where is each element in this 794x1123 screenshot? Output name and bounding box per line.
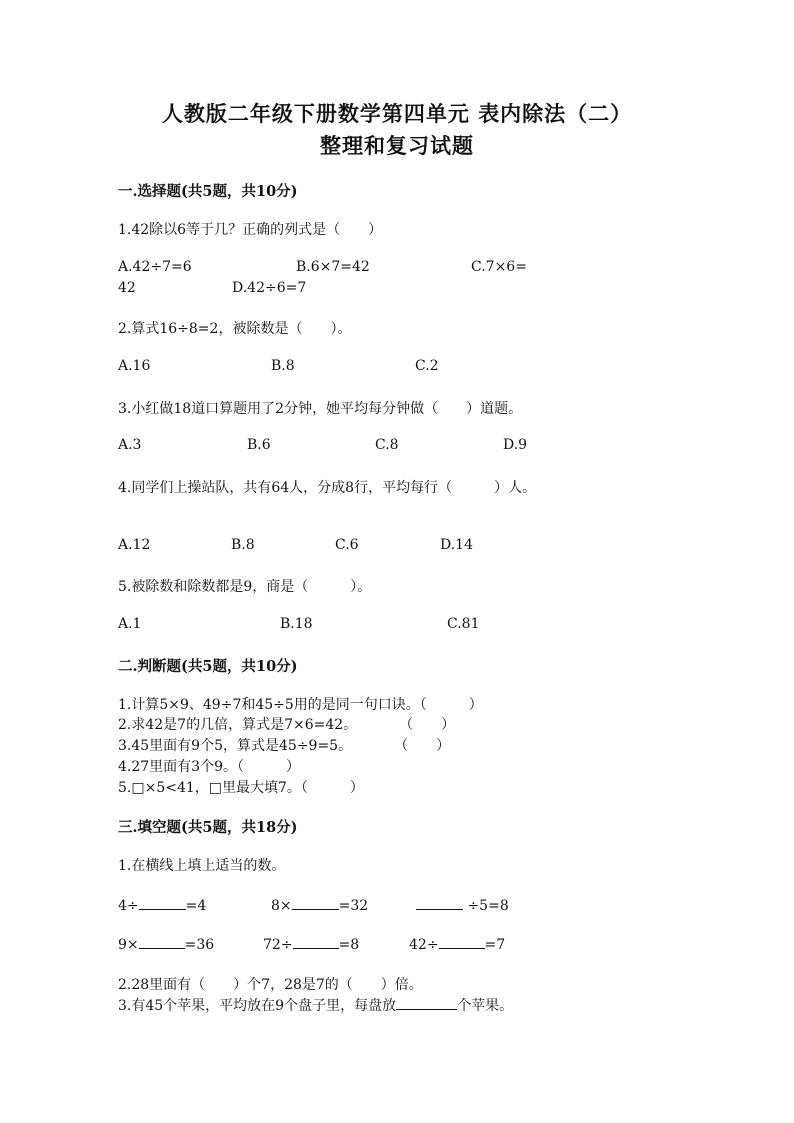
option-b: B.8 xyxy=(271,358,295,374)
judgement-item: 3.45里面有9个5，算式是45÷9=5。 （ ） xyxy=(118,738,451,754)
fill-equation: ÷5=8 xyxy=(416,895,509,914)
option-b: B.8 xyxy=(231,537,255,553)
fill-equation: 72÷ =8 xyxy=(263,934,359,953)
section-heading-judgement: 二.判断题(共5题，共10分) xyxy=(118,658,298,675)
option-b: B.6×7=42 xyxy=(296,259,370,275)
option-c: C.8 xyxy=(375,437,399,453)
option-a: A.12 xyxy=(118,537,151,553)
option-a: A.1 xyxy=(118,616,142,632)
question-stem: 3.有45个苹果，平均放在9个盘子里，每盘放 个苹果。 xyxy=(118,995,513,1015)
option-b: B.18 xyxy=(280,616,313,632)
option-d: D.9 xyxy=(503,437,528,453)
judgement-item: 4.27里面有3个9。（ ） xyxy=(118,759,300,775)
answer-blank[interactable] xyxy=(416,895,463,910)
question-stem: 5.被除数和除数都是9，商是（ ）。 xyxy=(118,579,372,595)
section-heading-fill: 三.填空题(共5题，共18分) xyxy=(118,819,298,836)
section-heading-choice: 一.选择题(共5题，共10分) xyxy=(118,183,298,200)
answer-blank[interactable] xyxy=(293,934,339,949)
question-stem: 2.算式16÷8=2，被除数是（ ）。 xyxy=(118,321,352,337)
judgement-item: 5.□×5<41，□里最大填7。（ ） xyxy=(118,780,364,796)
option-c: C.2 xyxy=(415,358,439,374)
option-c-continued: 42 xyxy=(118,280,136,296)
question-stem: 3.小红做18道口算题用了2分钟，她平均每分钟做（ ）道题。 xyxy=(118,401,523,417)
page-title: 人教版二年级下册数学第四单元 表内除法（二） xyxy=(161,101,633,126)
question-stem: 1.在横线上填上适当的数。 xyxy=(118,858,286,874)
question-stem: 1.42除以6等于几？正确的列式是（ ） xyxy=(118,222,383,238)
option-c: C.81 xyxy=(447,616,480,632)
option-c: C.6 xyxy=(335,537,359,553)
answer-blank[interactable] xyxy=(396,995,457,1010)
judgement-item: 1.计算5×9、49÷7和45÷5用的是同一句口诀。（ ） xyxy=(118,697,483,713)
option-a: A.16 xyxy=(118,358,151,374)
question-stem: 4.同学们上操站队，共有64人，分成8行，平均每行（ ）人。 xyxy=(118,480,537,496)
option-d: D.14 xyxy=(440,537,473,553)
answer-blank[interactable] xyxy=(439,934,485,949)
fill-equation: 8× =32 xyxy=(271,895,368,914)
option-d: D.42÷6=7 xyxy=(232,280,307,296)
answer-blank[interactable] xyxy=(292,895,339,910)
option-b: B.6 xyxy=(247,437,271,453)
option-c: C.7×6= xyxy=(471,259,527,275)
fill-equation: 42÷ =7 xyxy=(409,934,505,953)
question-stem: 2.28里面有（ ）个7，28是7的（ ）倍。 xyxy=(118,977,423,993)
answer-blank[interactable] xyxy=(139,934,185,949)
fill-equation: 4÷ =4 xyxy=(118,895,206,914)
fill-equation: 9× =36 xyxy=(118,934,214,953)
judgement-item: 2.求42是7的几倍，算式是7×6=42。 （ ） xyxy=(118,717,456,733)
option-a: A.3 xyxy=(118,437,142,453)
answer-blank[interactable] xyxy=(139,895,186,910)
option-a: A.42÷7=6 xyxy=(118,259,192,275)
page-subtitle: 整理和复习试题 xyxy=(320,133,474,158)
